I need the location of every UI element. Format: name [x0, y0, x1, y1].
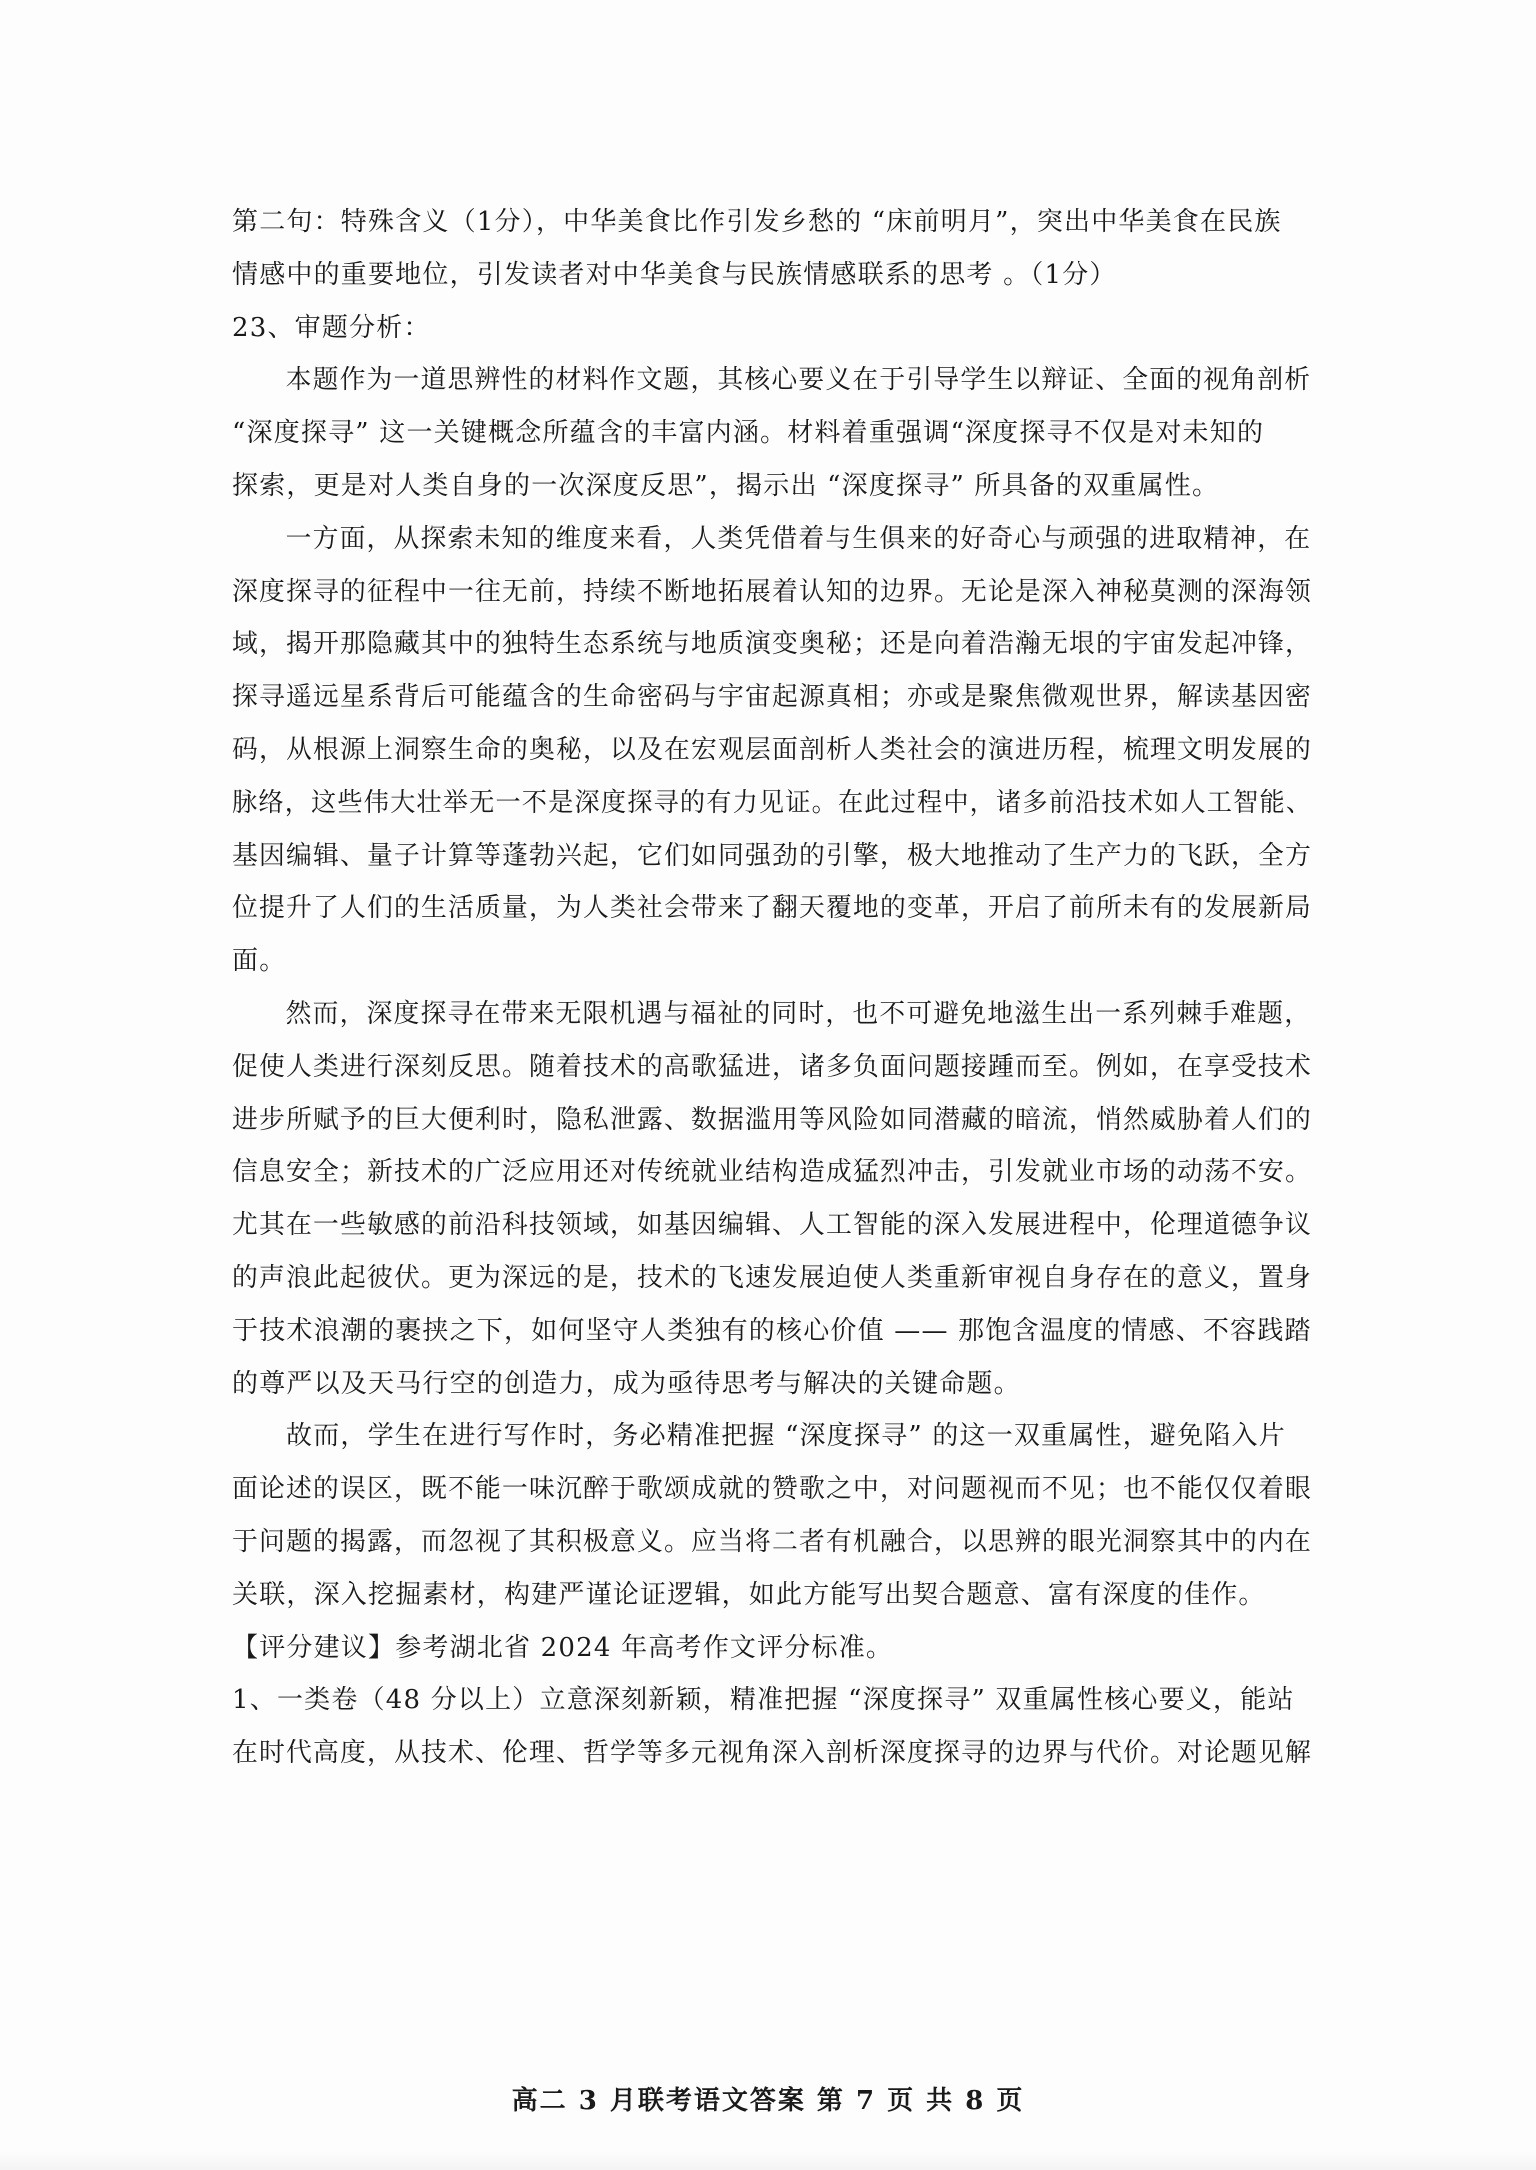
text-line: 的尊严以及天马行空的创造力，成为亟待思考与解决的关键命题。	[232, 1368, 1021, 1399]
text-line: 域，揭开那隐藏其中的独特生态系统与地质演变奥秘；还是向着浩瀚无垠的宇宙发起冲锋，	[232, 629, 1312, 660]
document-body	[232, 196, 1312, 1780]
text-line: 面论述的误区，既不能一味沉醉于歌颂成就的赞歌之中，对问题视而不见；也不能仅仅着眼	[232, 1474, 1312, 1505]
text-line: 促使人类进行深刻反思。随着技术的高歌猛进，诸多负面问题接踵而至。例如，在享受技术	[232, 1051, 1312, 1082]
text-line: “深度探寻” 这一关键概念所蕴含的丰富内涵。材料着重强调“深度探寻不仅是对未知的	[232, 418, 1265, 449]
text-line: 信息安全；新技术的广泛应用还对传统就业结构造成猛烈冲击，引发就业市场的动荡不安。	[232, 1157, 1312, 1188]
text-line: 探寻遥远星系背后可能蕴含的生命密码与宇宙起源真相；亦或是聚焦微观世界，解读基因密	[232, 682, 1312, 713]
text-line: 深度探寻的征程中一往无前，持续不断地拓展着认知的边界。无论是深入神秘莫测的深海领	[232, 576, 1312, 607]
text-line: 于问题的揭露，而忽视了其积极意义。应当将二者有机融合，以思辨的眼光洞察其中的内在	[232, 1526, 1312, 1557]
text-line: 于技术浪潮的裹挟之下，如何坚守人类独有的核心价值 —— 那饱含温度的情感、不容践踏	[232, 1315, 1312, 1346]
text-line: 【评分建议】参考湖北省 2024 年高考作文评分标准。	[232, 1632, 894, 1663]
text-line: 脉络，这些伟大壮举无一不是深度探寻的有力见证。在此过程中，诸多前沿技术如人工智能、	[232, 787, 1313, 818]
text-line: 在时代高度，从技术、伦理、哲学等多元视角深入剖析深度探寻的边界与代价。对论题见解	[232, 1738, 1312, 1769]
text-line: 故而，学生在进行写作时，务必精准把握 “深度探寻” 的这一双重属性，避免陷入片	[286, 1421, 1286, 1452]
text-line: 位提升了人们的生活质量，为人类社会带来了翻天覆地的变革，开启了前所未有的发展新局	[232, 893, 1312, 924]
text-line: 第二句：特殊含义（1分），中华美食比作引发乡愁的 “床前明月”，突出中华美食在民族	[232, 207, 1282, 237]
text-line: 23、审题分析：	[232, 312, 431, 343]
text-line: 的声浪此起彼伏。更为深远的是，技术的飞速发展迫使人类重新审视自身存在的意义，置身	[232, 1262, 1312, 1293]
text-line: 1、一类卷（48 分以上）立意深刻新颖，精准把握 “深度探寻” 双重属性核心要义，能站	[232, 1685, 1295, 1716]
text-line: 进步所赋予的巨大便利时，隐私泄露、数据滥用等风险如同潜藏的暗流，悄然威胁着人们的	[232, 1104, 1312, 1135]
text-line: 然而，深度探寻在带来无限机遇与福祉的同时，也不可避免地滋生出一系列棘手难题，	[285, 998, 1312, 1029]
text-line: 探索，更是对人类自身的一次深度反思”，揭示出 “深度探寻” 所具备的双重属性。	[232, 470, 1220, 501]
scan-edge	[0, 2152, 1536, 2170]
text-line: 本题作为一道思辨性的材料作文题，其核心要义在于引导学生以辩证、全面的视角剖析	[285, 365, 1312, 396]
text-line: 情感中的重要地位，引发读者对中华美食与民族情感联系的思考 。（1分）	[232, 259, 1117, 290]
text-line: 基因编辑、量子计算等蓬勃兴起，它们如同强劲的引擎，极大地推动了生产力的飞跃，全方	[232, 840, 1312, 871]
text-line: 面。	[232, 946, 287, 977]
text-line: 尤其在一些敏感的前沿科技领域，如基因编辑、人工智能的深入发展进程中，伦理道德争议	[232, 1210, 1312, 1241]
page-footer: 高二 3 月联考语文答案 第 7 页 共 8 页	[511, 2086, 1025, 2116]
text-line: 码，从根源上洞察生命的奥秘，以及在宏观层面剖析人类社会的演进历程，梳理文明发展的	[232, 734, 1312, 765]
text-line: 一方面，从探索未知的维度来看，人类凭借着与生俱来的好奇心与顽强的进取精神，在	[285, 523, 1312, 554]
text-line: 关联，深入挖掘素材，构建严谨论证逻辑，如此方能写出契合题意、富有深度的佳作。	[232, 1579, 1266, 1610]
